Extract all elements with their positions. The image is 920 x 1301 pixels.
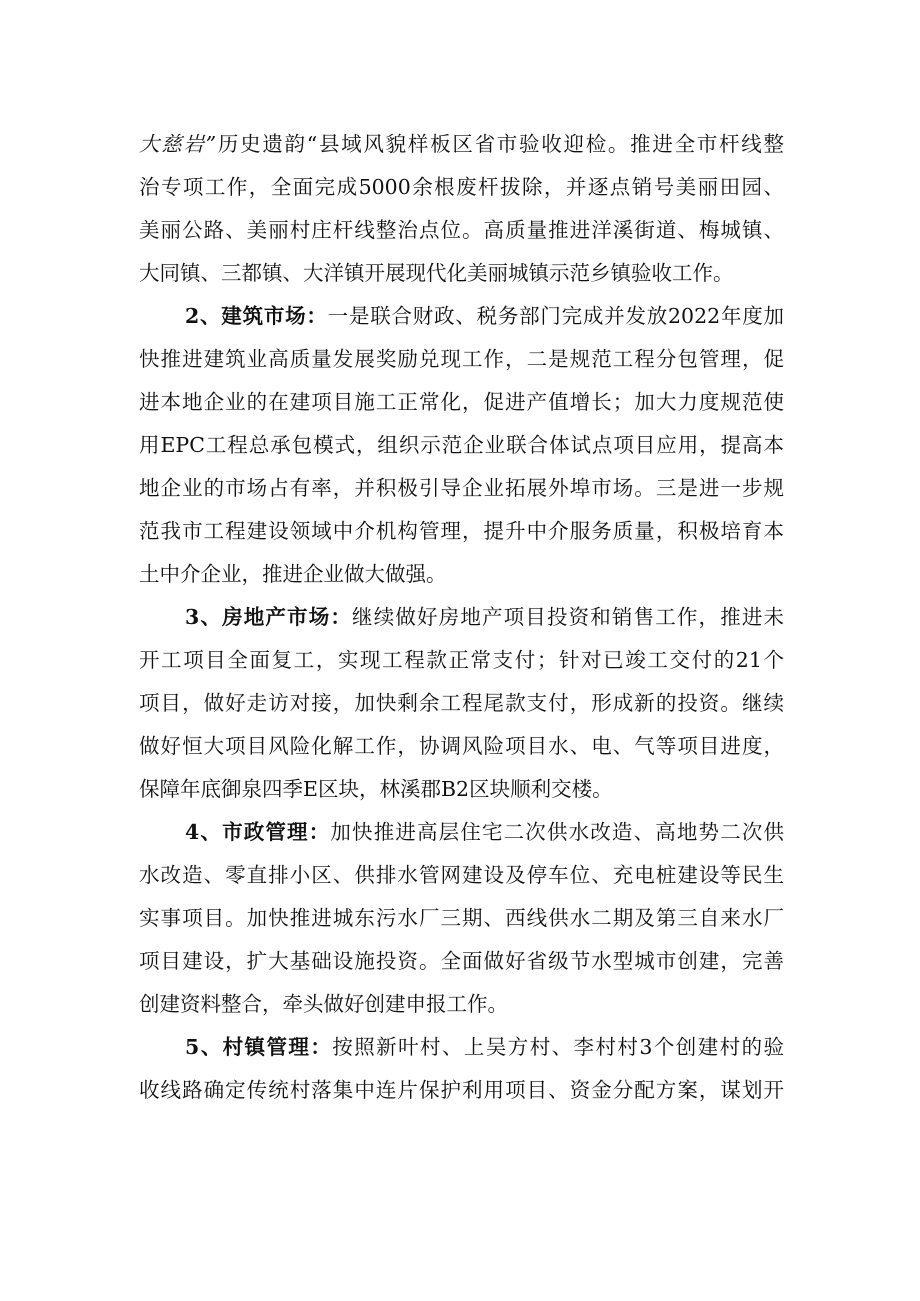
- section-line: [185, 598, 784, 636]
- text-line: [139, 942, 784, 980]
- text-line: [139, 770, 784, 808]
- text-line: [139, 684, 784, 722]
- text-line: [139, 340, 784, 378]
- section-line: [185, 297, 784, 335]
- text-line: [139, 641, 784, 679]
- line-text: 保障年底御泉四季E区块，林溪郡B2区块顺利交楼。: [139, 777, 613, 801]
- section-line: [185, 1028, 784, 1066]
- text-line: [139, 856, 784, 894]
- line-text: 美丽公路、美丽村庄杆线整治点位。高质量推进洋溪街道、梅城镇、: [139, 218, 784, 242]
- line-text: 范我市工程建设领域中介机构管理，提升中介服务质量，积极培育本: [139, 519, 784, 543]
- line-text: 治专项工作，全面完成5000余根废杆拔除，并逐点销号美丽田园、: [139, 175, 784, 199]
- line-text: 大同镇、三都镇、大洋镇开展现代化美丽城镇示范乡镇验收工作。: [139, 261, 734, 285]
- text-line: [139, 383, 784, 421]
- text-line: [139, 985, 784, 1023]
- text-line: [139, 426, 784, 464]
- section-heading: 3、房地产市场：: [185, 605, 353, 629]
- line-text: 用EPC工程总承包模式，组织示范企业联合体试点项目应用，提高本: [139, 433, 784, 457]
- line-text: 做好恒大项目风险化解工作，协调风险项目水、电、气等项目进度，: [139, 734, 784, 758]
- text-line: [139, 555, 784, 593]
- line-text: 项目，做好走访对接，加快剩余工程尾款支付，形成新的投资。继续: [139, 691, 784, 715]
- line-text: 创建资料整合，牵头做好创建申报工作。: [139, 992, 508, 1016]
- line-text: 按照新叶村、上吴方村、李村村3个创建村的验: [332, 1035, 784, 1059]
- line-text: 继续做好房地产项目投资和销售工作，推进未: [352, 605, 784, 629]
- text-line: [139, 469, 784, 507]
- line-text: 水改造、零直排小区、供排水管网建设及停车位、充电桩建设等民生: [139, 863, 784, 887]
- text-line: [139, 254, 784, 292]
- section-heading: 4、市政管理：: [185, 820, 331, 844]
- line-text: 地企业的市场占有率，并积极引导企业拓展外埠市场。三是进一步规: [139, 476, 784, 500]
- text-line: [139, 168, 784, 206]
- line-text: 收线路确定传统村落集中连片保护利用项目、资金分配方案，谋划开: [139, 1078, 784, 1102]
- section-heading: 2、建筑市场：: [185, 304, 328, 328]
- text-line: [139, 125, 784, 163]
- line-text: 历史遗韵“县域风貌样板区省市验收迎检。推进全市杆线整: [216, 132, 784, 156]
- text-line: [139, 1071, 784, 1109]
- line-text: 进本地企业的在建项目施工正常化，促进产值增长；加大力度规范使: [139, 390, 784, 414]
- section-heading: 5、村镇管理：: [185, 1035, 333, 1059]
- section-line: [185, 813, 784, 851]
- line-text: 土中介企业，推进企业做大做强。: [139, 562, 447, 586]
- italic-quote: 大慈岩”: [139, 132, 217, 156]
- line-text: 加快推进高层住宅二次供水改造、高地势二次供: [330, 820, 784, 844]
- line-text: 实事项目。加快推进城东污水厂三期、西线供水二期及第三自来水厂: [139, 906, 784, 930]
- text-line: [139, 899, 784, 937]
- line-text: 快推进建筑业高质量发展奖励兑现工作，二是规范工程分包管理，促: [139, 347, 784, 371]
- line-text: 项目建设，扩大基础设施投资。全面做好省级节水型城市创建，完善: [139, 949, 784, 973]
- text-line: [139, 211, 784, 249]
- text-line: [139, 727, 784, 765]
- line-text: 开工项目全面复工，实现工程款正常支付；针对已竣工交付的21个: [139, 648, 784, 672]
- line-text: 一是联合财政、税务部门完成并发放2022年度加: [327, 304, 784, 328]
- text-line: [139, 512, 784, 550]
